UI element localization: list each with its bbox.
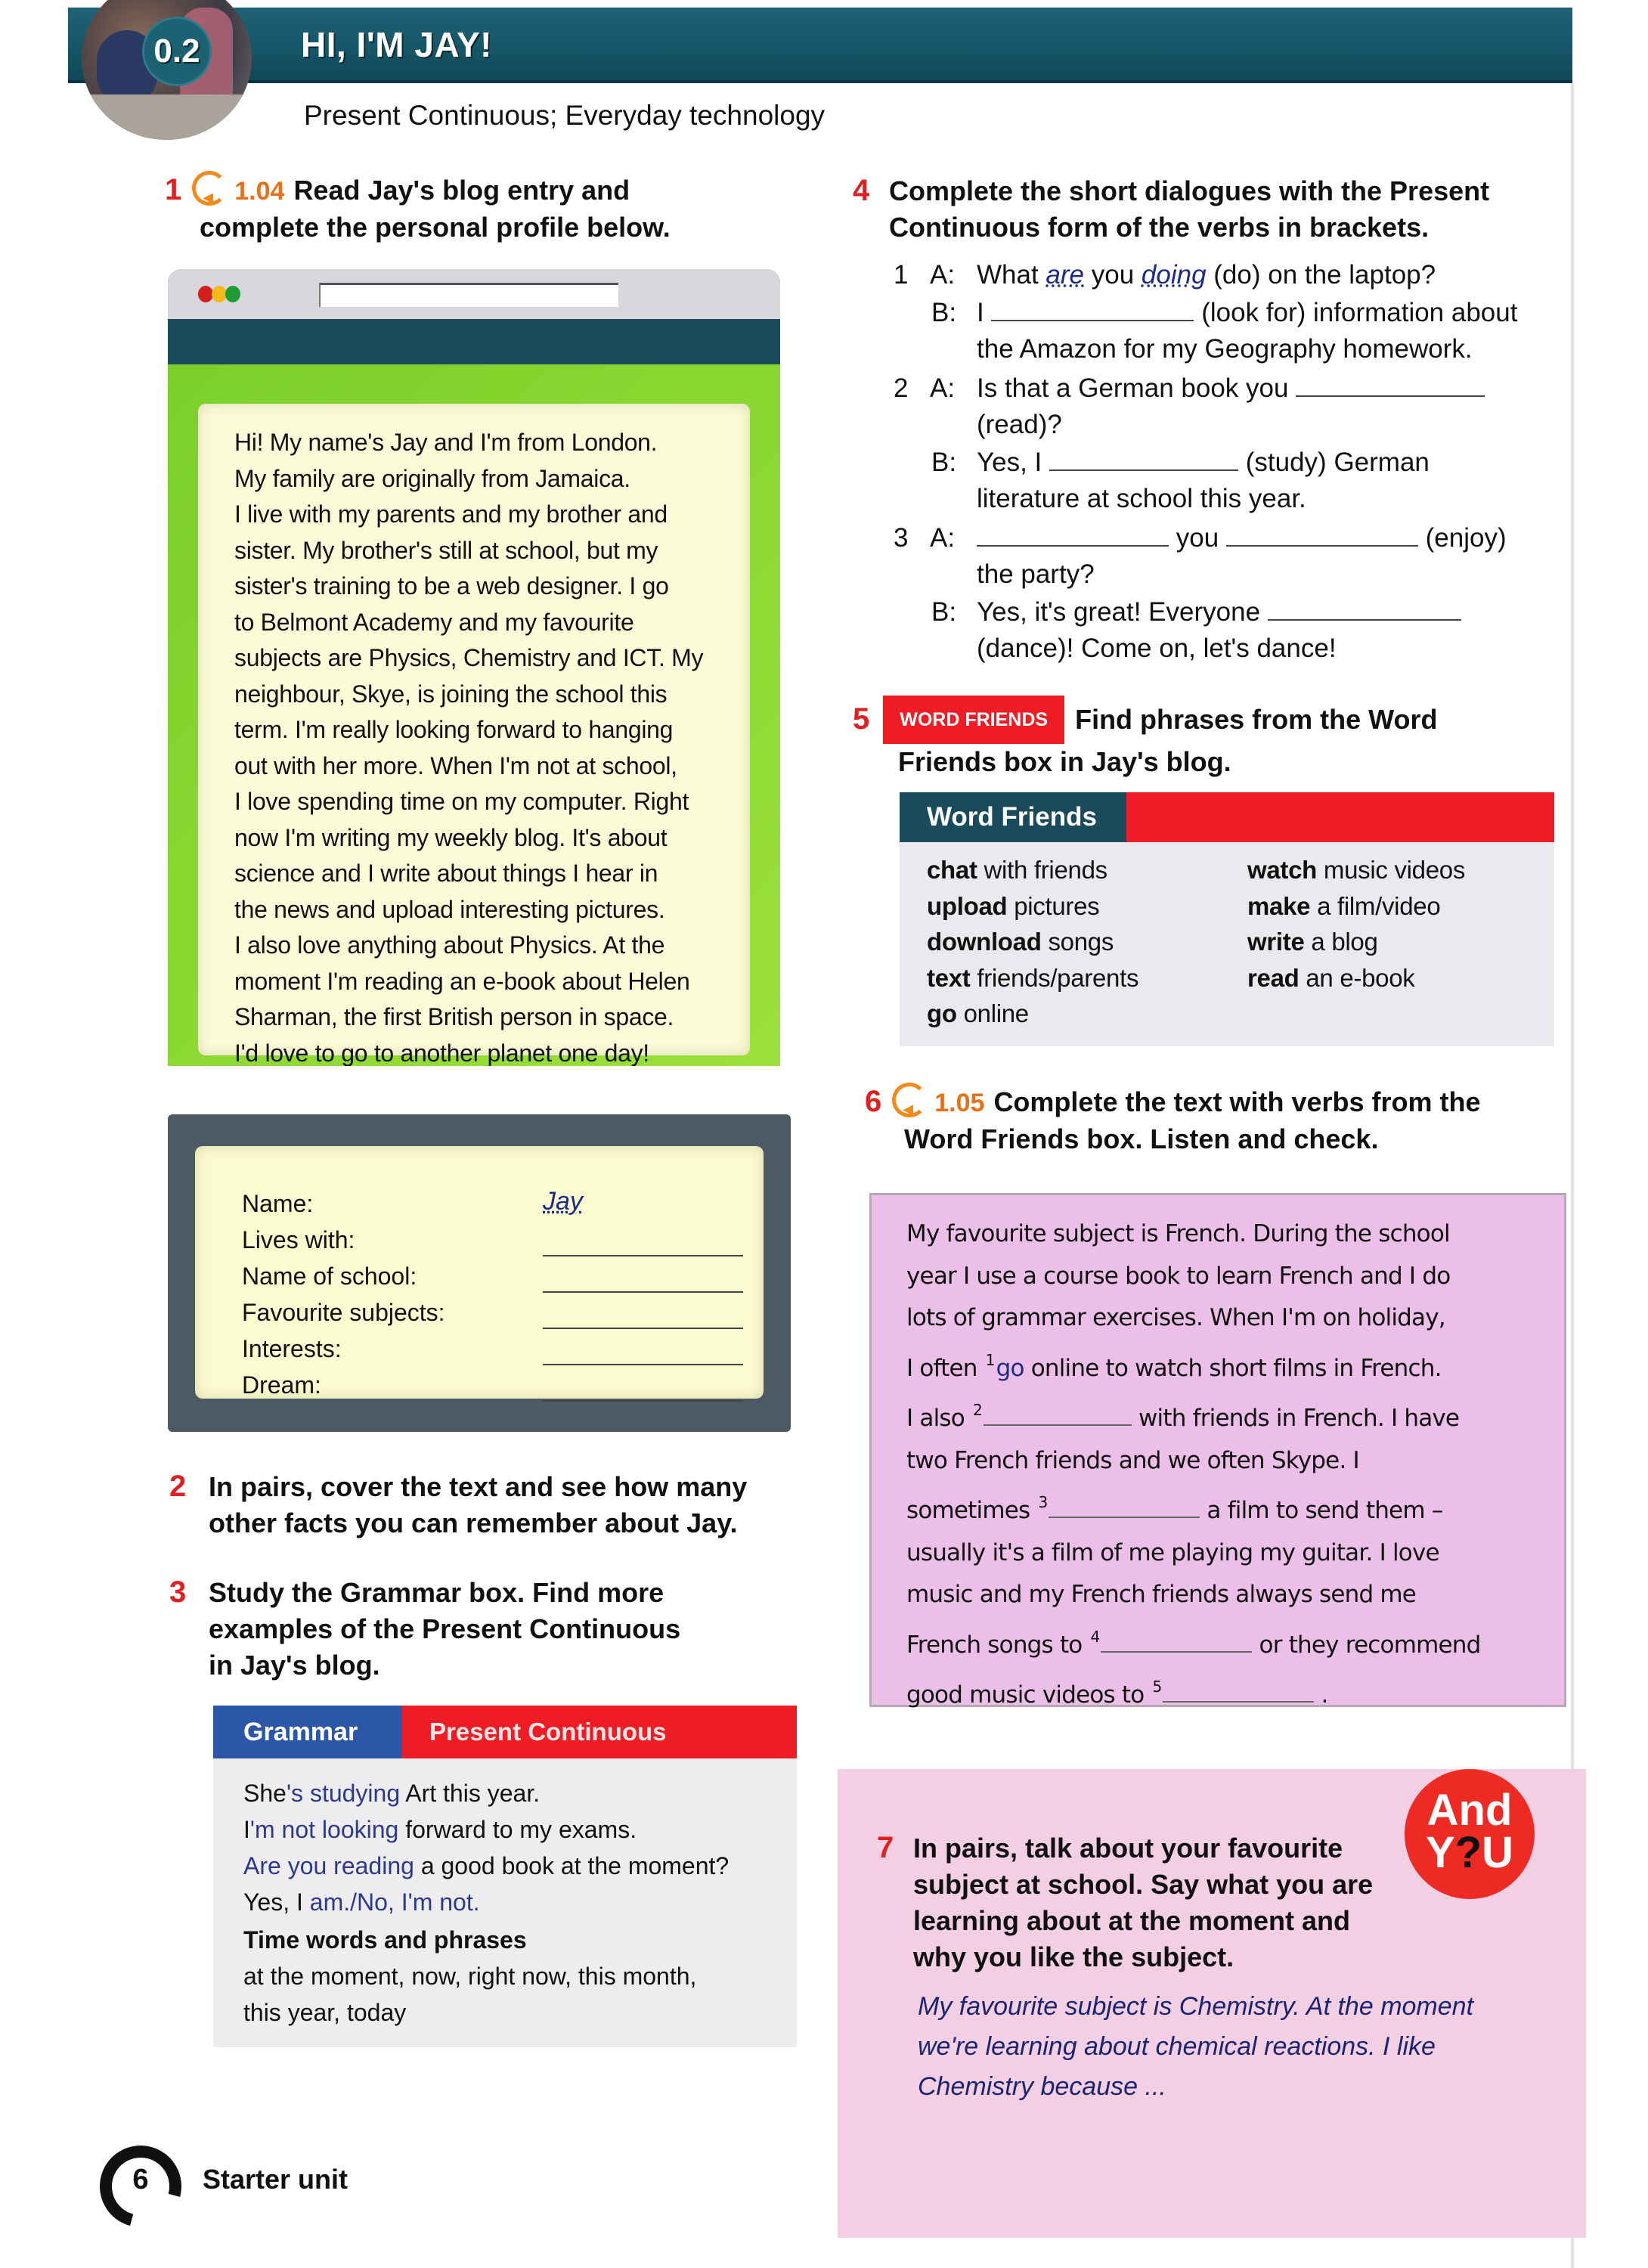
dialogue-line: (dance)! Come on, let's dance! xyxy=(977,634,1337,663)
exercise-1-instruction: 1◀ 1.04 Read Jay's blog entry and complete the personal profile below. xyxy=(165,171,709,246)
profile-answer-blank[interactable] xyxy=(543,1335,743,1365)
personal-profile xyxy=(195,1146,764,1399)
blog-line: Hi! My name's Jay and I'm from London. xyxy=(234,429,658,456)
answer-blank[interactable] xyxy=(984,1406,1132,1426)
example-line: My favourite subject is Chemistry. At the moment xyxy=(918,1992,1474,2021)
grammar-example: Yes, I am./No, I'm not. xyxy=(243,1888,480,1916)
answer-blank[interactable] xyxy=(977,525,1169,547)
grammar-example: She's studying Art this year. xyxy=(243,1780,541,1807)
dialogue-line: the Amazon for my Geography homework. xyxy=(977,334,1473,364)
blog-line: to Belmont Academy and my favourite xyxy=(234,608,634,636)
lesson-title: HI, I'M JAY! xyxy=(301,25,492,64)
profile-label: Dream: xyxy=(242,1371,321,1399)
dialogue-line: you (enjoy) xyxy=(977,523,1507,553)
address-bar xyxy=(319,283,618,307)
unit-number-badge: 0.2 xyxy=(142,17,212,86)
text-line: year I use a course book to learn French and I do xyxy=(906,1262,1451,1290)
word-friends-box xyxy=(900,792,1554,1046)
text-line: My favourite subject is French. During the school xyxy=(906,1220,1450,1247)
blog-line: sister. My brother's still at school, but my xyxy=(234,536,658,564)
text-line: music and my French friends always send me xyxy=(906,1581,1417,1608)
question-mark-icon: ? xyxy=(1454,1828,1482,1877)
exercise-number: 6 xyxy=(865,1085,882,1118)
lesson-header-bar xyxy=(68,8,1572,83)
word-friends-phrase: upload pictures xyxy=(927,891,1100,920)
exercise-3-instruction: 3 Study the Grammar box. Find more examples of the Present Continuous in Jay's blog. xyxy=(169,1576,681,1681)
example-answer xyxy=(918,1987,1473,2107)
exercise-number: 5 xyxy=(853,702,870,736)
text-line: I also $^2$ with friends in French. I have xyxy=(906,1401,1460,1432)
text-line: I often $^1$go online to watch short films in French. xyxy=(906,1350,1442,1382)
exercise-number: 2 xyxy=(169,1470,187,1503)
text-line: sometimes $^3$ a film to send them – xyxy=(906,1493,1443,1524)
text-line: two French friends and we often Skype. I xyxy=(906,1446,1359,1474)
gap-fill-text-box xyxy=(869,1193,1566,1707)
minimize-dot-icon xyxy=(212,286,227,302)
dialogue-number: 3 xyxy=(894,523,909,553)
text-line: French songs to $^4$ or they recommend xyxy=(906,1627,1481,1659)
maximize-dot-icon xyxy=(225,286,240,302)
time-words-heading: Time words and phrases xyxy=(243,1926,527,1954)
answer-blank[interactable] xyxy=(1049,1498,1200,1518)
personal-profile-frame xyxy=(168,1114,791,1432)
blog-browser-window xyxy=(168,269,780,1066)
speaker-label: A: xyxy=(930,373,956,403)
blog-line: sister's training to be a web designer. I go xyxy=(234,572,669,600)
dialogue-line: the party? xyxy=(977,559,1095,589)
grammar-box xyxy=(213,1706,797,2047)
dialogue-line: Is that a German book you xyxy=(977,373,1485,404)
answer-blank[interactable] xyxy=(991,300,1194,321)
page-number: 6 xyxy=(132,2164,149,2195)
blog-line: I also love anything about Physics. At the xyxy=(234,931,665,959)
profile-answer-blank[interactable] xyxy=(543,1299,743,1329)
answer-example: are xyxy=(1045,260,1085,290)
answer-example: doing xyxy=(1141,260,1207,290)
exercise-6-instruction: 6◀ 1.05 Complete the text with verbs from the Word Friends box. Listen and check. xyxy=(865,1083,1575,1157)
profile-value: Jay xyxy=(543,1187,583,1216)
word-friends-phrase: go online xyxy=(927,999,1029,1027)
grammar-box-label: Grammar xyxy=(213,1706,402,1758)
exercise-number: 1 xyxy=(165,173,182,206)
audio-track-code[interactable]: 1.04 xyxy=(234,177,285,206)
dialogue-number: 1 xyxy=(894,260,909,290)
profile-label: Lives with: xyxy=(242,1226,355,1253)
word-friends-phrase: chat with friends xyxy=(927,856,1107,884)
speaker-label: B: xyxy=(931,298,957,327)
word-friends-tag: WORD FRIENDS xyxy=(883,696,1064,744)
profile-answer-blank[interactable] xyxy=(543,1263,743,1293)
blog-line: out with her more. When I'm not at school, xyxy=(234,751,677,779)
exercise-2-instruction: 2 In pairs, cover the text and see how many other facts you can remember about Jay. xyxy=(169,1470,748,1538)
text-line: usually it's a film of me playing my guitar. I love xyxy=(906,1538,1439,1566)
text-line: lots of grammar exercises. When I'm on holiday, xyxy=(906,1304,1445,1331)
time-words-line: at the moment, now, right now, this month, xyxy=(243,1963,697,1990)
answer-blank[interactable] xyxy=(1163,1683,1314,1703)
exercise-number: 4 xyxy=(853,174,870,207)
dialogue-line: What are you doing (do) on the laptop? xyxy=(977,260,1436,290)
example-line: Chemistry because ... xyxy=(918,2072,1166,2101)
grammar-example: I'm not looking forward to my exams. xyxy=(243,1816,637,1843)
example-line: we're learning about chemical reactions. I like xyxy=(918,2032,1436,2061)
speaker-label: B: xyxy=(931,448,957,477)
answer-blank[interactable] xyxy=(1296,376,1485,397)
word-friends-phrase: text friends/parents xyxy=(927,963,1139,992)
blog-line: I live with my parents and my brother and xyxy=(234,500,668,528)
audio-icon[interactable] xyxy=(192,171,227,206)
answer-blank[interactable] xyxy=(1101,1633,1252,1653)
exercise-number: 3 xyxy=(169,1576,187,1609)
profile-label: Favourite subjects: xyxy=(242,1299,445,1326)
close-dot-icon xyxy=(198,286,213,302)
dialogue-line: Yes, it's great! Everyone xyxy=(977,597,1461,627)
profile-answer-blank[interactable] xyxy=(543,1371,743,1402)
word-friends-phrase: download songs xyxy=(927,928,1114,956)
blog-line: neighbour, Skye, is joining the school this xyxy=(234,680,668,708)
blog-line: science and I write about things I hear in xyxy=(234,860,658,887)
answer-blank[interactable] xyxy=(1226,525,1418,547)
word-friends-box-title: Word Friends xyxy=(900,792,1126,842)
exercise-number: 7 xyxy=(877,1831,894,1864)
exercise-5-instruction: 5 WORD FRIENDS Find phrases from the Word Friends box in Jay's blog. xyxy=(853,696,1571,780)
audio-track-code[interactable]: 1.05 xyxy=(934,1089,985,1117)
profile-label: Name: xyxy=(242,1190,314,1217)
dialogue-line: Yes, I (study) German xyxy=(977,448,1430,477)
speaker-label: B: xyxy=(931,597,957,627)
blog-line: I love spending time on my computer. Right xyxy=(234,788,689,815)
answer-blank[interactable] xyxy=(1049,450,1238,471)
lesson-subtitle: Present Continuous; Everyday technology xyxy=(304,100,826,131)
blog-line: I'd love to go to another planet one day! xyxy=(234,1039,649,1066)
profile-label: Name of school: xyxy=(242,1263,417,1290)
unit-label: Starter unit xyxy=(203,2164,348,2195)
profile-answer-blank[interactable] xyxy=(543,1226,743,1256)
dialogue-line: I (look for) information about xyxy=(977,298,1518,327)
word-friends-phrase: read an e-book xyxy=(1247,963,1415,992)
browser-toolbar xyxy=(168,269,780,319)
word-friends-phrase: make a film/video xyxy=(1247,891,1441,920)
exercise-7-instruction: 7 In pairs, talk about your favourite subject at school. Say what you are learning about at the moment and why you like the subject. xyxy=(877,1831,1374,1972)
dialogue-number: 2 xyxy=(894,373,909,403)
answer-blank[interactable] xyxy=(1268,600,1461,621)
blog-line: subjects are Physics, Chemistry and ICT. My xyxy=(234,644,704,671)
dialogue-line: (read)? xyxy=(977,410,1062,439)
profile-label: Interests: xyxy=(242,1335,342,1362)
grammar-example: Are you reading a good book at the moment? xyxy=(243,1852,730,1879)
speaker-label: A: xyxy=(930,260,956,290)
blog-entry xyxy=(198,404,750,1066)
blog-line: now I'm writing my weekly blog. It's about xyxy=(234,823,668,851)
text-line: good music videos to $^5$ . xyxy=(906,1678,1328,1709)
speaker-label: A: xyxy=(930,523,956,553)
time-words-line: this year, today xyxy=(243,1999,407,2026)
and-you-badge: And Y?U xyxy=(1405,1769,1535,1899)
blog-line: term. I'm really looking forward to hanging xyxy=(234,716,674,743)
exercise-4-instruction: 4 Complete the short dialogues with the Present Continuous form of the verbs in brackets. xyxy=(853,174,1490,243)
audio-icon[interactable] xyxy=(892,1083,927,1117)
word-friends-phrase: write a blog xyxy=(1247,928,1378,956)
dialogue-line: literature at school this year. xyxy=(977,484,1306,513)
grammar-box-topic: Present Continuous xyxy=(402,1706,797,1758)
blog-line: the news and upload interesting pictures. xyxy=(234,895,665,923)
answer-example: go xyxy=(996,1354,1024,1382)
blog-line: Sharman, the first British person in space. xyxy=(234,1003,674,1030)
word-friends-phrase: watch music videos xyxy=(1247,856,1466,884)
blog-line: moment I'm reading an e-book about Helen xyxy=(234,967,690,995)
blog-line: My family are originally from Jamaica. xyxy=(234,464,630,492)
